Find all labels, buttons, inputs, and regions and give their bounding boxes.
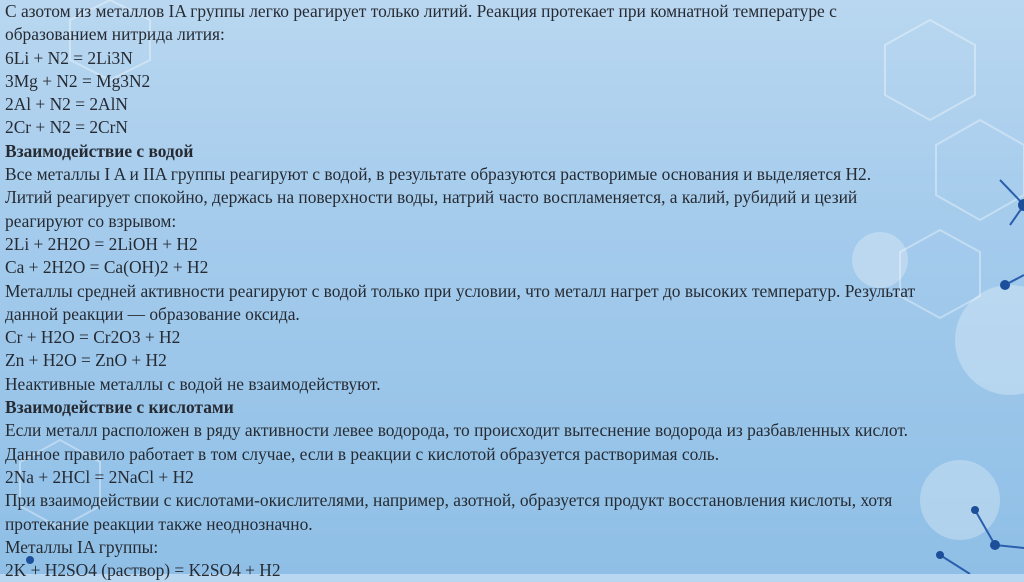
paragraph-line: реагируют со взрывом:	[5, 210, 177, 231]
paragraph-line: Если металл расположен в ряду активности левее водорода, то происходит вытеснение водорода из разбавленных кислот.	[5, 420, 908, 441]
equation-line: 2Na + 2HCl = 2NaCl + H2	[5, 466, 194, 487]
paragraph-line: Неактивные металлы с водой не взаимодействуют.	[5, 373, 381, 394]
paragraph-line: Металлы средней активности реагируют с водой только при условии, что металл нагрет до высоких температур. Результат	[5, 280, 916, 301]
equation-line: 2Li + 2H2O = 2LiOH + H2	[5, 233, 198, 254]
paragraph-line: Все металлы I A и IIA группы реагируют с водой, в результате образуются растворимые основания и выделяется H2.	[5, 164, 872, 185]
slide-text-body	[5, 0, 1020, 582]
equation-line: 6Li + N2 = 2Li3N	[5, 47, 133, 68]
paragraph-line: С азотом из металлов IA группы легко реагирует только литий. Реакция протекает при комнатной температуре с	[5, 1, 837, 21]
paragraph-line: Металлы IA группы:	[5, 536, 159, 557]
equation-line: 2Cr + N2 = 2CrN	[5, 117, 128, 138]
paragraph-line: Данное правило работает в том случае, если в реакции с кислотой образуется растворимая соль.	[5, 443, 720, 464]
paragraph-line: протекание реакции также неоднозначно.	[5, 513, 313, 534]
paragraph-line: При взаимодействии с кислотами-окислителями, например, азотной, образуется продукт восстановления кислоты, хотя	[5, 490, 893, 511]
paragraph-line: данной реакции — образование оксида.	[5, 303, 300, 324]
equation-line: Zn + H2O = ZnO + H2	[5, 350, 167, 371]
equation-line: 2K + H2SO4 (раствор) = K2SO4 + H2	[5, 560, 281, 581]
equation-line: Cr + H2O = Cr2O3 + H2	[5, 327, 181, 348]
section-heading-water: Взаимодействие с водой	[5, 140, 194, 161]
equation-line: 3Mg + N2 = Mg3N2	[5, 70, 151, 91]
equation-line: Ca + 2H2O = Ca(OH)2 + H2	[5, 257, 209, 278]
equation-line: 2Al + N2 = 2AlN	[5, 94, 128, 115]
section-heading-acids: Взаимодействие с кислотами	[5, 397, 234, 418]
paragraph-line: Литий реагирует спокойно, держась на поверхности воды, натрий часто воспламеняется, а калий, рубидий и цезий	[5, 187, 858, 208]
paragraph-line: образованием нитрида лития:	[5, 24, 225, 45]
